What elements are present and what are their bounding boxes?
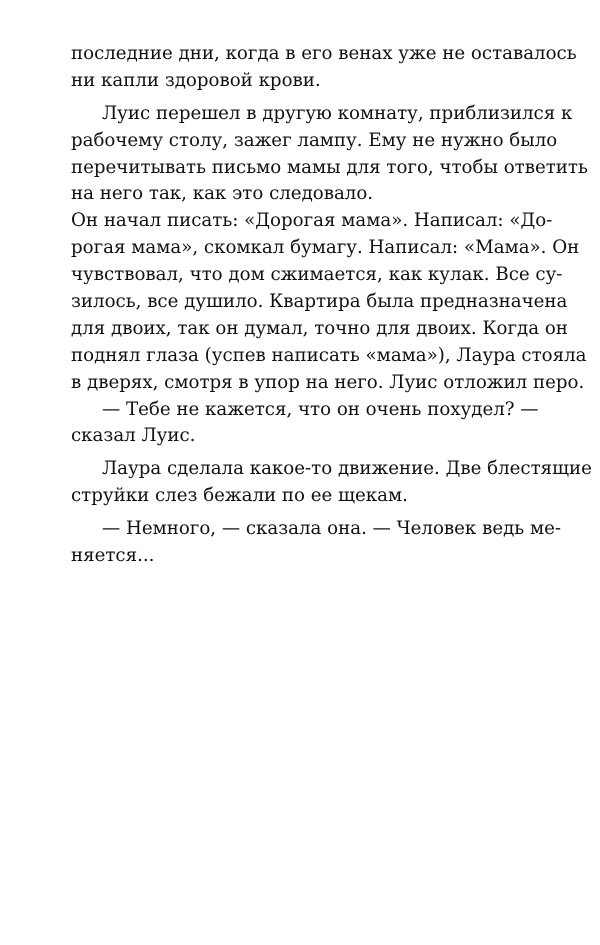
text-line: чувствовал, что дом сжимается, как кулак. Все су-	[71, 264, 563, 286]
text-line: сказал Луис.	[71, 425, 196, 447]
text-line: Лаура сделала какое-то движение. Две блестящие	[102, 458, 592, 480]
text-line: поднял глаза (успев написать «мама»), Лаура стояла	[71, 344, 587, 366]
page-text	[71, 41, 592, 570]
paragraph	[71, 41, 577, 95]
text-line: — Немного, — сказала она. — Человек ведь ме-	[102, 518, 562, 540]
text-line: зилось, все душило. Квартира была предназначена	[71, 291, 568, 313]
text-line: перечитывать письмо мамы для того, чтобы ответить	[71, 156, 588, 178]
text-line: ни капли здоровой крови.	[71, 69, 321, 91]
paragraph	[71, 397, 539, 451]
paragraph	[71, 456, 592, 510]
text-line: струйки слез бежали по ее щекам.	[71, 485, 408, 507]
paragraph	[71, 516, 562, 570]
paragraph	[71, 101, 588, 209]
text-line: последние дни, когда в его венах уже не оставалось	[71, 43, 577, 64]
text-line: рабочему столу, зажег лампу. Ему не нужно было	[71, 129, 558, 151]
text-line: для двоих, так он думал, точно для двоих. Когда он	[71, 317, 568, 339]
text-line: на него так, как это следовало.	[71, 183, 374, 205]
text-line: — Тебе не кажется, что он очень похудел? —	[102, 398, 539, 420]
text-line: рогая мама», скомкал бумагу. Написал: «Мама». Он	[71, 237, 580, 259]
text-line: в дверях, смотря в упор на него. Луис отложил перо.	[71, 371, 585, 393]
paragraph	[71, 208, 587, 396]
text-line: няется...	[71, 545, 155, 567]
text-line: Луис перешел в другую комнату, приблизился к	[102, 102, 573, 124]
text-line: Он начал писать: «Дорогая мама». Написал: «До-	[71, 210, 553, 232]
